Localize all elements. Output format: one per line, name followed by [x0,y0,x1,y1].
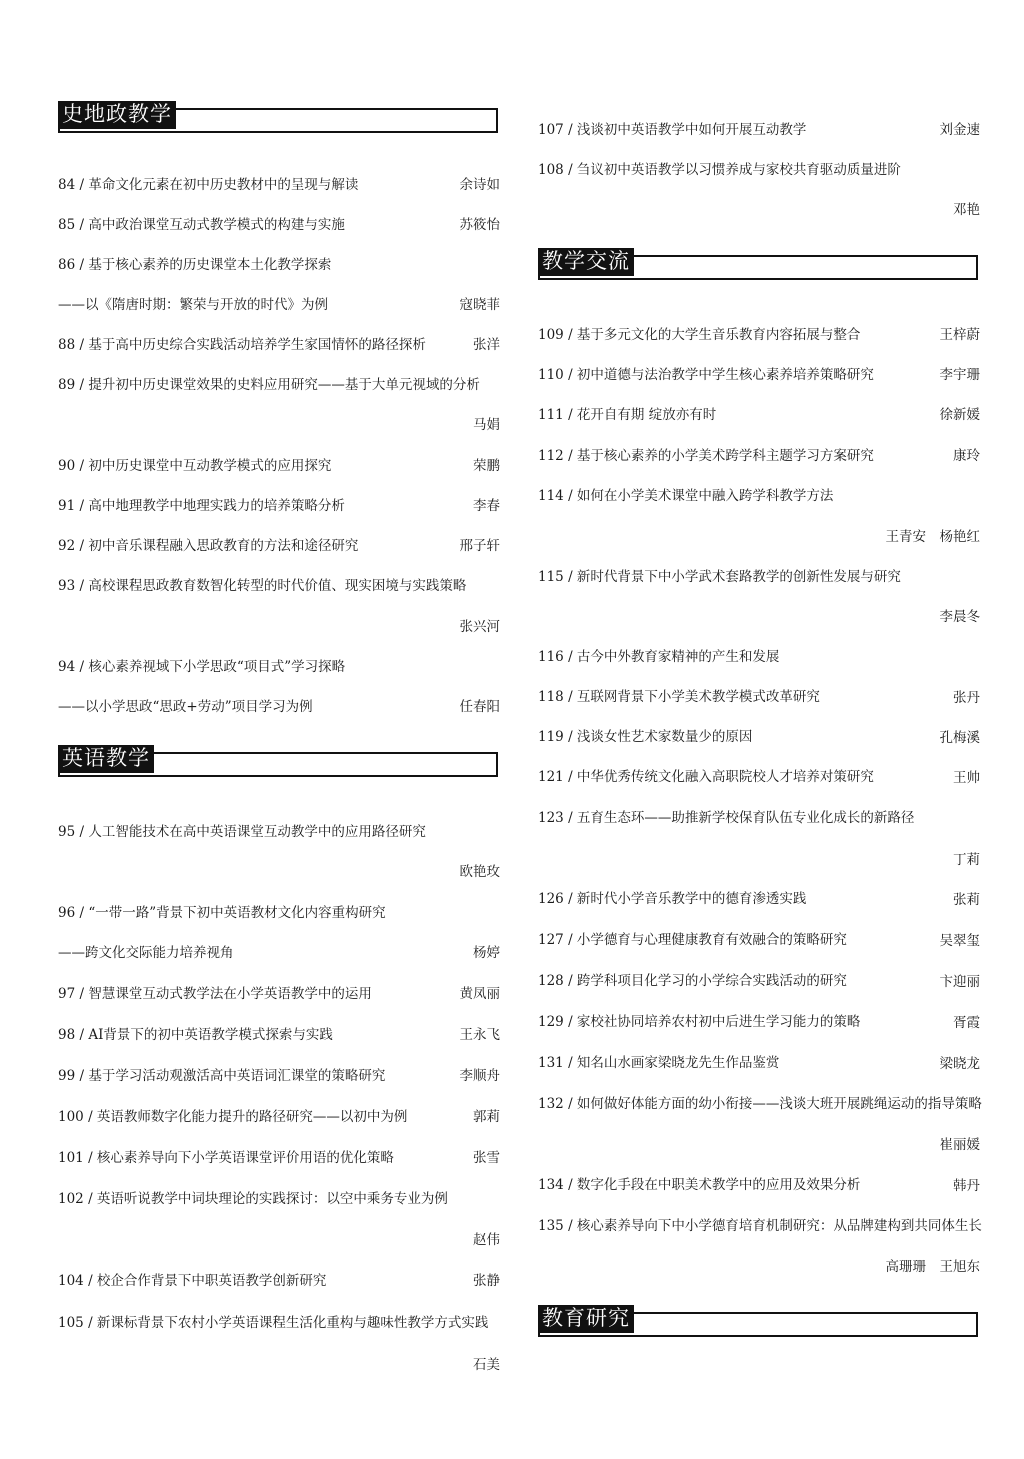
entry-author: 王梓蔚 [939,327,980,343]
entry-title: 智慧课堂互动式教学法在小学英语教学中的运用 [88,986,372,1002]
entry-title: 初中历史课堂中互动教学模式的应用探究 [88,458,332,474]
toc-entry[interactable]: 114 / 如何在小学美术课堂中融入跨学科教学方法 [538,488,834,504]
toc-entry[interactable]: 96 / “一带一路”背景下初中英语教材文化内容重构研究 [58,905,386,921]
entry-title: 浅谈女性艺术家数量少的原因 [576,729,753,745]
entry-title: 如何做好体能方面的幼小衔接——浅谈大班开展跳绳运动的指导策略 [576,1096,982,1112]
entry-title: 高校课程思政教育数智化转型的时代价值、现实困境与实践策略 [88,578,467,594]
toc-entry[interactable]: 111 / 花开自有期 绽放亦有时 [538,407,717,423]
entry-page-number: 101 [58,1150,84,1166]
entry-author: 高珊珊 王旭东 [885,1259,980,1275]
entry-page-number: 129 [538,1014,564,1030]
toc-entry[interactable]: 128 / 跨学科项目化学习的小学综合实践活动的研究 [538,973,847,989]
entry-subtitle: ——跨文化交际能力培养视角 [58,945,234,961]
entry-title: 初中道德与法治教学中学生核心素养培养策略研究 [576,367,874,383]
section-header-teaching-exchange [538,248,978,278]
entry-page-number: 89 [58,377,76,393]
entry-title: 校企合作背景下中职英语教学创新研究 [96,1273,327,1289]
entry-author: 黄凤丽 [459,986,500,1002]
entry-author: 赵伟 [473,1232,500,1248]
entry-title: 知名山水画家梁晓龙先生作品鉴赏 [576,1055,780,1071]
toc-entry[interactable]: 98 / AI背景下的初中英语教学模式探索与实践 [58,1027,333,1043]
section-header-education-research [538,1305,978,1335]
toc-entry[interactable]: 99 / 基于学习活动观激活高中英语词汇课堂的策略研究 [58,1068,386,1084]
entry-page-number: 123 [538,810,564,826]
entry-author: 张兴河 [459,619,500,635]
entry-subtitle: ——以《隋唐时期：繁荣与开放的时代》为例 [58,297,328,313]
entry-author: 李晨冬 [939,609,980,625]
toc-entry[interactable]: 123 / 五育生态环——助推新学校保育队伍专业化成长的新路径 [538,810,915,826]
entry-title: 高中政治课堂互动式教学模式的构建与实施 [88,217,345,233]
toc-entry[interactable]: 131 / 知名山水画家梁晓龙先生作品鉴赏 [538,1055,780,1071]
entry-page-number: 111 [538,407,564,423]
toc-entry[interactable]: 93 / 高校课程思政教育数智化转型的时代价值、现实困境与实践策略 [58,578,467,594]
section-header-english [58,745,498,775]
entry-title: 刍议初中英语教学以习惯养成与家校共育驱动质量进阶 [576,162,901,178]
entry-title: 核心素养导向下小学英语课堂评价用语的优化策略 [96,1150,394,1166]
entry-page-number: 128 [538,973,564,989]
entry-title: 基于核心素养的历史课堂本土化教学探索 [88,257,332,273]
entry-title: 五育生态环——助推新学校保育队伍专业化成长的新路径 [576,810,915,826]
entry-page-number: 114 [538,488,564,504]
toc-entry[interactable]: 94 / 核心素养视域下小学思政“项目式”学习探略 [58,659,346,675]
section-title: 英语教学 [58,745,154,773]
section-title: 史地政教学 [58,101,176,129]
entry-title: 基于高中历史综合实践活动培养学生家国情怀的路径探析 [88,337,426,353]
entry-author: 康玲 [953,448,980,464]
entry-page-number: 84 [58,177,76,193]
entry-title: 家校社协同培养农村初中后进生学习能力的策略 [576,1014,861,1030]
entry-title: 中华优秀传统文化融入高职院校人才培养对策研究 [576,769,874,785]
toc-entry[interactable]: 97 / 智慧课堂互动式教学法在小学英语教学中的运用 [58,986,372,1002]
entry-author: 邓艳 [953,202,980,218]
entry-title: 新时代背景下中小学武术套路教学的创新性发展与研究 [576,569,901,585]
entry-author: 石美 [473,1357,500,1373]
entry-author: 杨婷 [473,945,500,961]
entry-page-number: 127 [538,932,564,948]
toc-entry[interactable]: 84 / 革命文化元素在初中历史教材中的呈现与解读 [58,177,359,193]
entry-page-number: 132 [538,1096,564,1112]
toc-entry[interactable]: 100 / 英语教师数字化能力提升的路径研究——以初中为例 [58,1109,408,1125]
entry-page-number: 110 [538,367,564,383]
entry-author: 荣鹏 [473,458,500,474]
entry-title: 古今中外教育家精神的产生和发展 [576,649,780,665]
toc-entry[interactable]: 119 / 浅谈女性艺术家数量少的原因 [538,729,753,745]
entry-page-number: 102 [58,1191,84,1207]
entry-title: 初中音乐课程融入思政教育的方法和途径研究 [88,538,359,554]
entry-author: 孔梅溪 [939,730,980,746]
entry-author: 吴翠玺 [939,933,980,949]
entry-page-number: 105 [58,1315,84,1331]
entry-author: 胥霞 [953,1015,980,1031]
entry-author: 李春 [473,498,500,514]
toc-entry[interactable]: 90 / 初中历史课堂中互动教学模式的应用探究 [58,458,332,474]
toc-entry[interactable]: 126 / 新时代小学音乐教学中的德育渗透实践 [538,891,807,907]
entry-author: 苏筱怡 [459,217,500,233]
entry-author: 王青安 杨艳红 [885,529,980,545]
entry-author: 张莉 [953,892,980,908]
entry-page-number: 126 [538,891,564,907]
entry-title: 英语听说教学中词块理论的实践探讨：以空中乘务专业为例 [96,1191,448,1207]
entry-page-number: 88 [58,337,76,353]
toc-entry[interactable]: 107 / 浅谈初中英语教学中如何开展互动教学 [538,122,807,138]
toc-entry[interactable]: 88 / 基于高中历史综合实践活动培养学生家国情怀的路径探析 [58,337,426,353]
toc-entry[interactable]: 115 / 新时代背景下中小学武术套路教学的创新性发展与研究 [538,569,901,585]
entry-author: 欧艳玫 [459,864,500,880]
entry-page-number: 121 [538,769,564,785]
entry-page-number: 112 [538,448,564,464]
entry-page-number: 131 [538,1055,564,1071]
entry-title: 核心素养视域下小学思政“项目式”学习探略 [88,659,346,675]
entry-title: 提升初中历史课堂效果的史料应用研究——基于大单元视域的分析 [88,377,480,393]
entry-page-number: 94 [58,659,76,675]
section-title: 教学交流 [538,248,634,276]
entry-author: 张静 [473,1273,500,1289]
toc-entry[interactable]: 132 / 如何做好体能方面的幼小衔接——浅谈大班开展跳绳运动的指导策略 [538,1096,982,1112]
toc-entry[interactable]: 91 / 高中地理教学中地理实践力的培养策略分析 [58,498,345,514]
toc-entry[interactable]: 101 / 核心素养导向下小学英语课堂评价用语的优化策略 [58,1150,394,1166]
entry-page-number: 134 [538,1177,564,1193]
entry-author: 马娟 [473,417,500,433]
entry-author: 余诗如 [459,177,500,193]
entry-page-number: 86 [58,257,76,273]
entry-page-number: 98 [58,1027,76,1043]
toc-entry[interactable]: 105 / 新课标背景下农村小学英语课程生活化重构与趣味性教学方式实践 [58,1315,489,1331]
entry-title: 如何在小学美术课堂中融入跨学科教学方法 [576,488,834,504]
entry-page-number: 135 [538,1218,564,1234]
entry-page-number: 90 [58,458,76,474]
entry-page-number: 99 [58,1068,76,1084]
entry-title: 革命文化元素在初中历史教材中的呈现与解读 [88,177,359,193]
entry-page-number: 100 [58,1109,84,1125]
toc-entry[interactable]: 129 / 家校社协同培养农村初中后进生学习能力的策略 [538,1014,861,1030]
entry-page-number: 118 [538,689,564,705]
entry-title: 小学德育与心理健康教育有效融合的策略研究 [576,932,847,948]
entry-author: 张洋 [473,337,500,353]
toc-entry[interactable]: 112 / 基于核心素养的小学美术跨学科主题学习方案研究 [538,448,874,464]
entry-page-number: 91 [58,498,76,514]
entry-page-number: 93 [58,578,76,594]
toc-entry[interactable]: 135 / 核心素养导向下中小学德育培育机制研究：从品牌建构到共同体生长 [538,1218,982,1234]
entry-author: 郭莉 [473,1109,500,1125]
entry-title: AI背景下的初中英语教学模式探索与实践 [88,1027,333,1043]
toc-entry[interactable]: 89 / 提升初中历史课堂效果的史料应用研究——基于大单元视域的分析 [58,377,480,393]
entry-page-number: 107 [538,122,564,138]
toc-entry[interactable]: 121 / 中华优秀传统文化融入高职院校人才培养对策研究 [538,769,874,785]
entry-title: 数字化手段在中职美术教学中的应用及效果分析 [576,1177,861,1193]
toc-entry[interactable]: 85 / 高中政治课堂互动式教学模式的构建与实施 [58,217,345,233]
entry-author: 徐新媛 [939,407,980,423]
toc-entry[interactable]: 134 / 数字化手段在中职美术教学中的应用及效果分析 [538,1177,861,1193]
entry-page-number: 116 [538,649,564,665]
entry-page-number: 97 [58,986,76,1002]
toc-entry[interactable]: 108 / 刍议初中英语教学以习惯养成与家校共育驱动质量进阶 [538,162,901,178]
entry-page-number: 115 [538,569,564,585]
entry-page-number: 95 [58,824,76,840]
entry-author: 王永飞 [459,1027,500,1043]
toc-entry[interactable]: 118 / 互联网背景下小学美术教学模式改革研究 [538,689,820,705]
entry-title: 基于多元文化的大学生音乐教育内容拓展与整合 [576,327,861,343]
toc-entry[interactable]: 95 / 人工智能技术在高中英语课堂互动教学中的应用路径研究 [58,824,426,840]
entry-title: “一带一路”背景下初中英语教材文化内容重构研究 [88,905,386,921]
entry-subtitle: ——以小学思政“思政+劳动”项目学习为例 [58,699,313,715]
section-title: 教育研究 [538,1305,634,1333]
toc-entry[interactable]: 110 / 初中道德与法治教学中学生核心素养培养策略研究 [538,367,874,383]
entry-author: 卞迎丽 [939,974,980,990]
entry-title: 高中地理教学中地理实践力的培养策略分析 [88,498,345,514]
toc-entry[interactable]: 102 / 英语听说教学中词块理论的实践探讨：以空中乘务专业为例 [58,1191,448,1207]
entry-author: 刘金速 [939,122,980,138]
entry-author: 张雪 [473,1150,500,1166]
entry-title: 互联网背景下小学美术教学模式改革研究 [576,689,820,705]
toc-entry[interactable]: 109 / 基于多元文化的大学生音乐教育内容拓展与整合 [538,327,861,343]
entry-author: 韩丹 [953,1178,980,1194]
entry-page-number: 109 [538,327,564,343]
entry-page-number: 104 [58,1273,84,1289]
entry-author: 邢子轩 [459,538,500,554]
entry-page-number: 92 [58,538,76,554]
entry-page-number: 119 [538,729,564,745]
entry-title: 核心素养导向下中小学德育培育机制研究：从品牌建构到共同体生长 [576,1218,982,1234]
entry-author: 任春阳 [459,699,500,715]
entry-page-number: 85 [58,217,76,233]
entry-author: 崔丽媛 [939,1137,980,1153]
toc-entry[interactable]: 86 / 基于核心素养的历史课堂本土化教学探索 [58,257,332,273]
entry-title: 新课标背景下农村小学英语课程生活化重构与趣味性教学方式实践 [96,1315,489,1331]
toc-entry[interactable]: 92 / 初中音乐课程融入思政教育的方法和途径研究 [58,538,359,554]
entry-author: 王帅 [953,770,980,786]
entry-title: 浅谈初中英语教学中如何开展互动教学 [576,122,807,138]
entry-author: 梁晓龙 [939,1056,980,1072]
entry-author: 李顺舟 [459,1068,500,1084]
entry-title: 基于学习活动观激活高中英语词汇课堂的策略研究 [88,1068,386,1084]
entry-author: 张丹 [953,690,980,706]
toc-entry[interactable]: 104 / 校企合作背景下中职英语教学创新研究 [58,1273,327,1289]
entry-author: 李宇珊 [939,367,980,383]
entry-page-number: 108 [538,162,564,178]
entry-author: 寇晓菲 [459,297,500,313]
entry-title: 基于核心素养的小学美术跨学科主题学习方案研究 [576,448,874,464]
entry-title: 新时代小学音乐教学中的德育渗透实践 [576,891,807,907]
entry-author: 丁莉 [953,852,980,868]
entry-title: 跨学科项目化学习的小学综合实践活动的研究 [576,973,847,989]
toc-entry[interactable]: 116 / 古今中外教育家精神的产生和发展 [538,649,780,665]
entry-page-number: 96 [58,905,76,921]
entry-title: 人工智能技术在高中英语课堂互动教学中的应用路径研究 [88,824,426,840]
section-header-history-geo-politics [58,101,498,131]
entry-title: 英语教师数字化能力提升的路径研究——以初中为例 [96,1109,408,1125]
entry-title: 花开自有期 绽放亦有时 [576,407,717,423]
toc-entry[interactable]: 127 / 小学德育与心理健康教育有效融合的策略研究 [538,932,847,948]
